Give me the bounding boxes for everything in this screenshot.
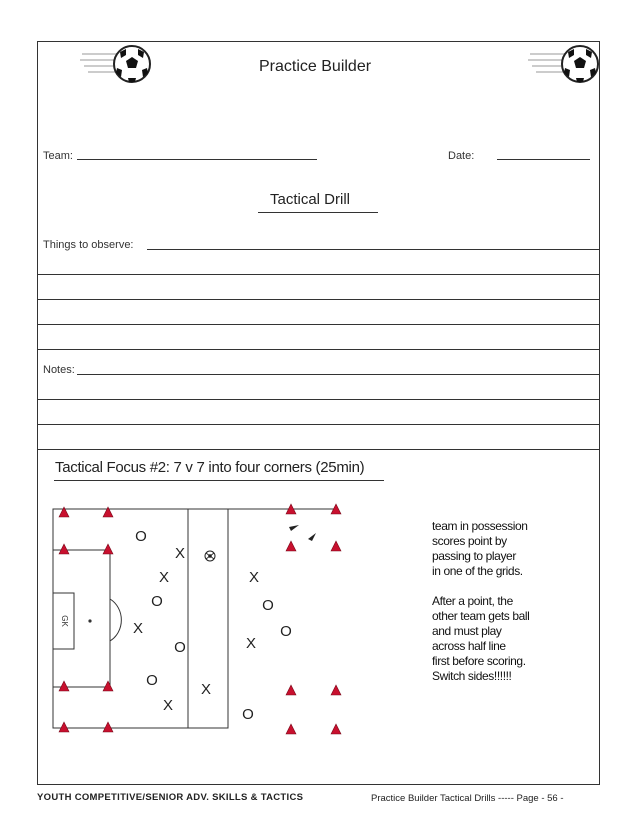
notes-line-4[interactable] [37, 449, 600, 450]
drill-diagram [40, 495, 370, 735]
tactical-focus-title: Tactical Focus #2: 7 v 7 into four corners (25min) [55, 459, 365, 476]
player-o: O [262, 597, 274, 614]
notes-line-2[interactable] [37, 399, 600, 400]
team-label: Team: [43, 150, 73, 162]
observe-label: Things to observe: [43, 239, 134, 251]
note-line: in one of the grids. [432, 564, 523, 578]
cone [103, 681, 113, 691]
player-x: X [174, 545, 186, 562]
note-line: other team gets ball [432, 609, 530, 623]
notes-label: Notes: [43, 364, 75, 376]
tactical-focus-underline [54, 480, 384, 481]
cone [286, 685, 296, 695]
penalty-arc [110, 599, 121, 641]
section-title: Tactical Drill [270, 191, 351, 208]
note-line: team in possession [432, 519, 528, 533]
footer-left: YOUTH COMPETITIVE/SENIOR ADV. SKILLS & TACTICS [37, 792, 304, 803]
note-spacer [432, 579, 592, 594]
note-line: passing to player [432, 549, 516, 563]
cone [103, 722, 113, 732]
date-label: Date: [448, 150, 475, 162]
cone [59, 681, 69, 691]
cone [331, 541, 341, 551]
cone [286, 724, 296, 734]
note-line: scores point by [432, 534, 507, 548]
player-o: O [135, 528, 147, 545]
gk-label: GK [60, 615, 69, 627]
date-field-line[interactable] [497, 159, 590, 160]
soccer-ball-icon-left [80, 40, 160, 86]
cone [59, 544, 69, 554]
penalty-spot [88, 619, 91, 622]
player-o: O [280, 623, 292, 640]
flag-marker [289, 525, 299, 531]
note-line: After a point, the [432, 594, 513, 608]
note-line: first before scoring. [432, 654, 526, 668]
cone [103, 544, 113, 554]
observe-line-4[interactable] [37, 324, 600, 325]
page-title: Practice Builder [259, 58, 372, 75]
player-x: X [158, 569, 170, 586]
observe-line-3[interactable] [37, 299, 600, 300]
cone [286, 541, 296, 551]
observe-line-2[interactable] [37, 274, 600, 275]
soccer-ball-icon-right [528, 40, 608, 86]
section-title-underline [258, 212, 378, 213]
flag-marker [308, 533, 316, 541]
player-x: X [200, 681, 212, 698]
team-field-line[interactable] [77, 159, 317, 160]
note-line: across half line [432, 639, 506, 653]
observe-line-5[interactable] [37, 349, 600, 350]
note-line: Switch sides!!!!!! [432, 669, 512, 683]
cone [331, 685, 341, 695]
player-x: X [162, 697, 174, 714]
player-o: O [151, 593, 163, 610]
player-x: X [248, 569, 260, 586]
observe-line-1[interactable] [147, 249, 600, 250]
player-o: O [146, 672, 158, 689]
footer-right: Practice Builder Tactical Drills ----- Page - 56 - [371, 793, 564, 804]
player-o: O [174, 639, 186, 656]
soccer-ball-icon [205, 551, 215, 561]
cone [59, 722, 69, 732]
cone [331, 724, 341, 734]
drill-notes [432, 519, 592, 684]
player-o: O [242, 706, 254, 723]
notes-line-1[interactable] [77, 374, 600, 375]
notes-line-3[interactable] [37, 424, 600, 425]
note-line: and must play [432, 624, 502, 638]
player-x: X [132, 620, 144, 637]
player-x: X [245, 635, 257, 652]
